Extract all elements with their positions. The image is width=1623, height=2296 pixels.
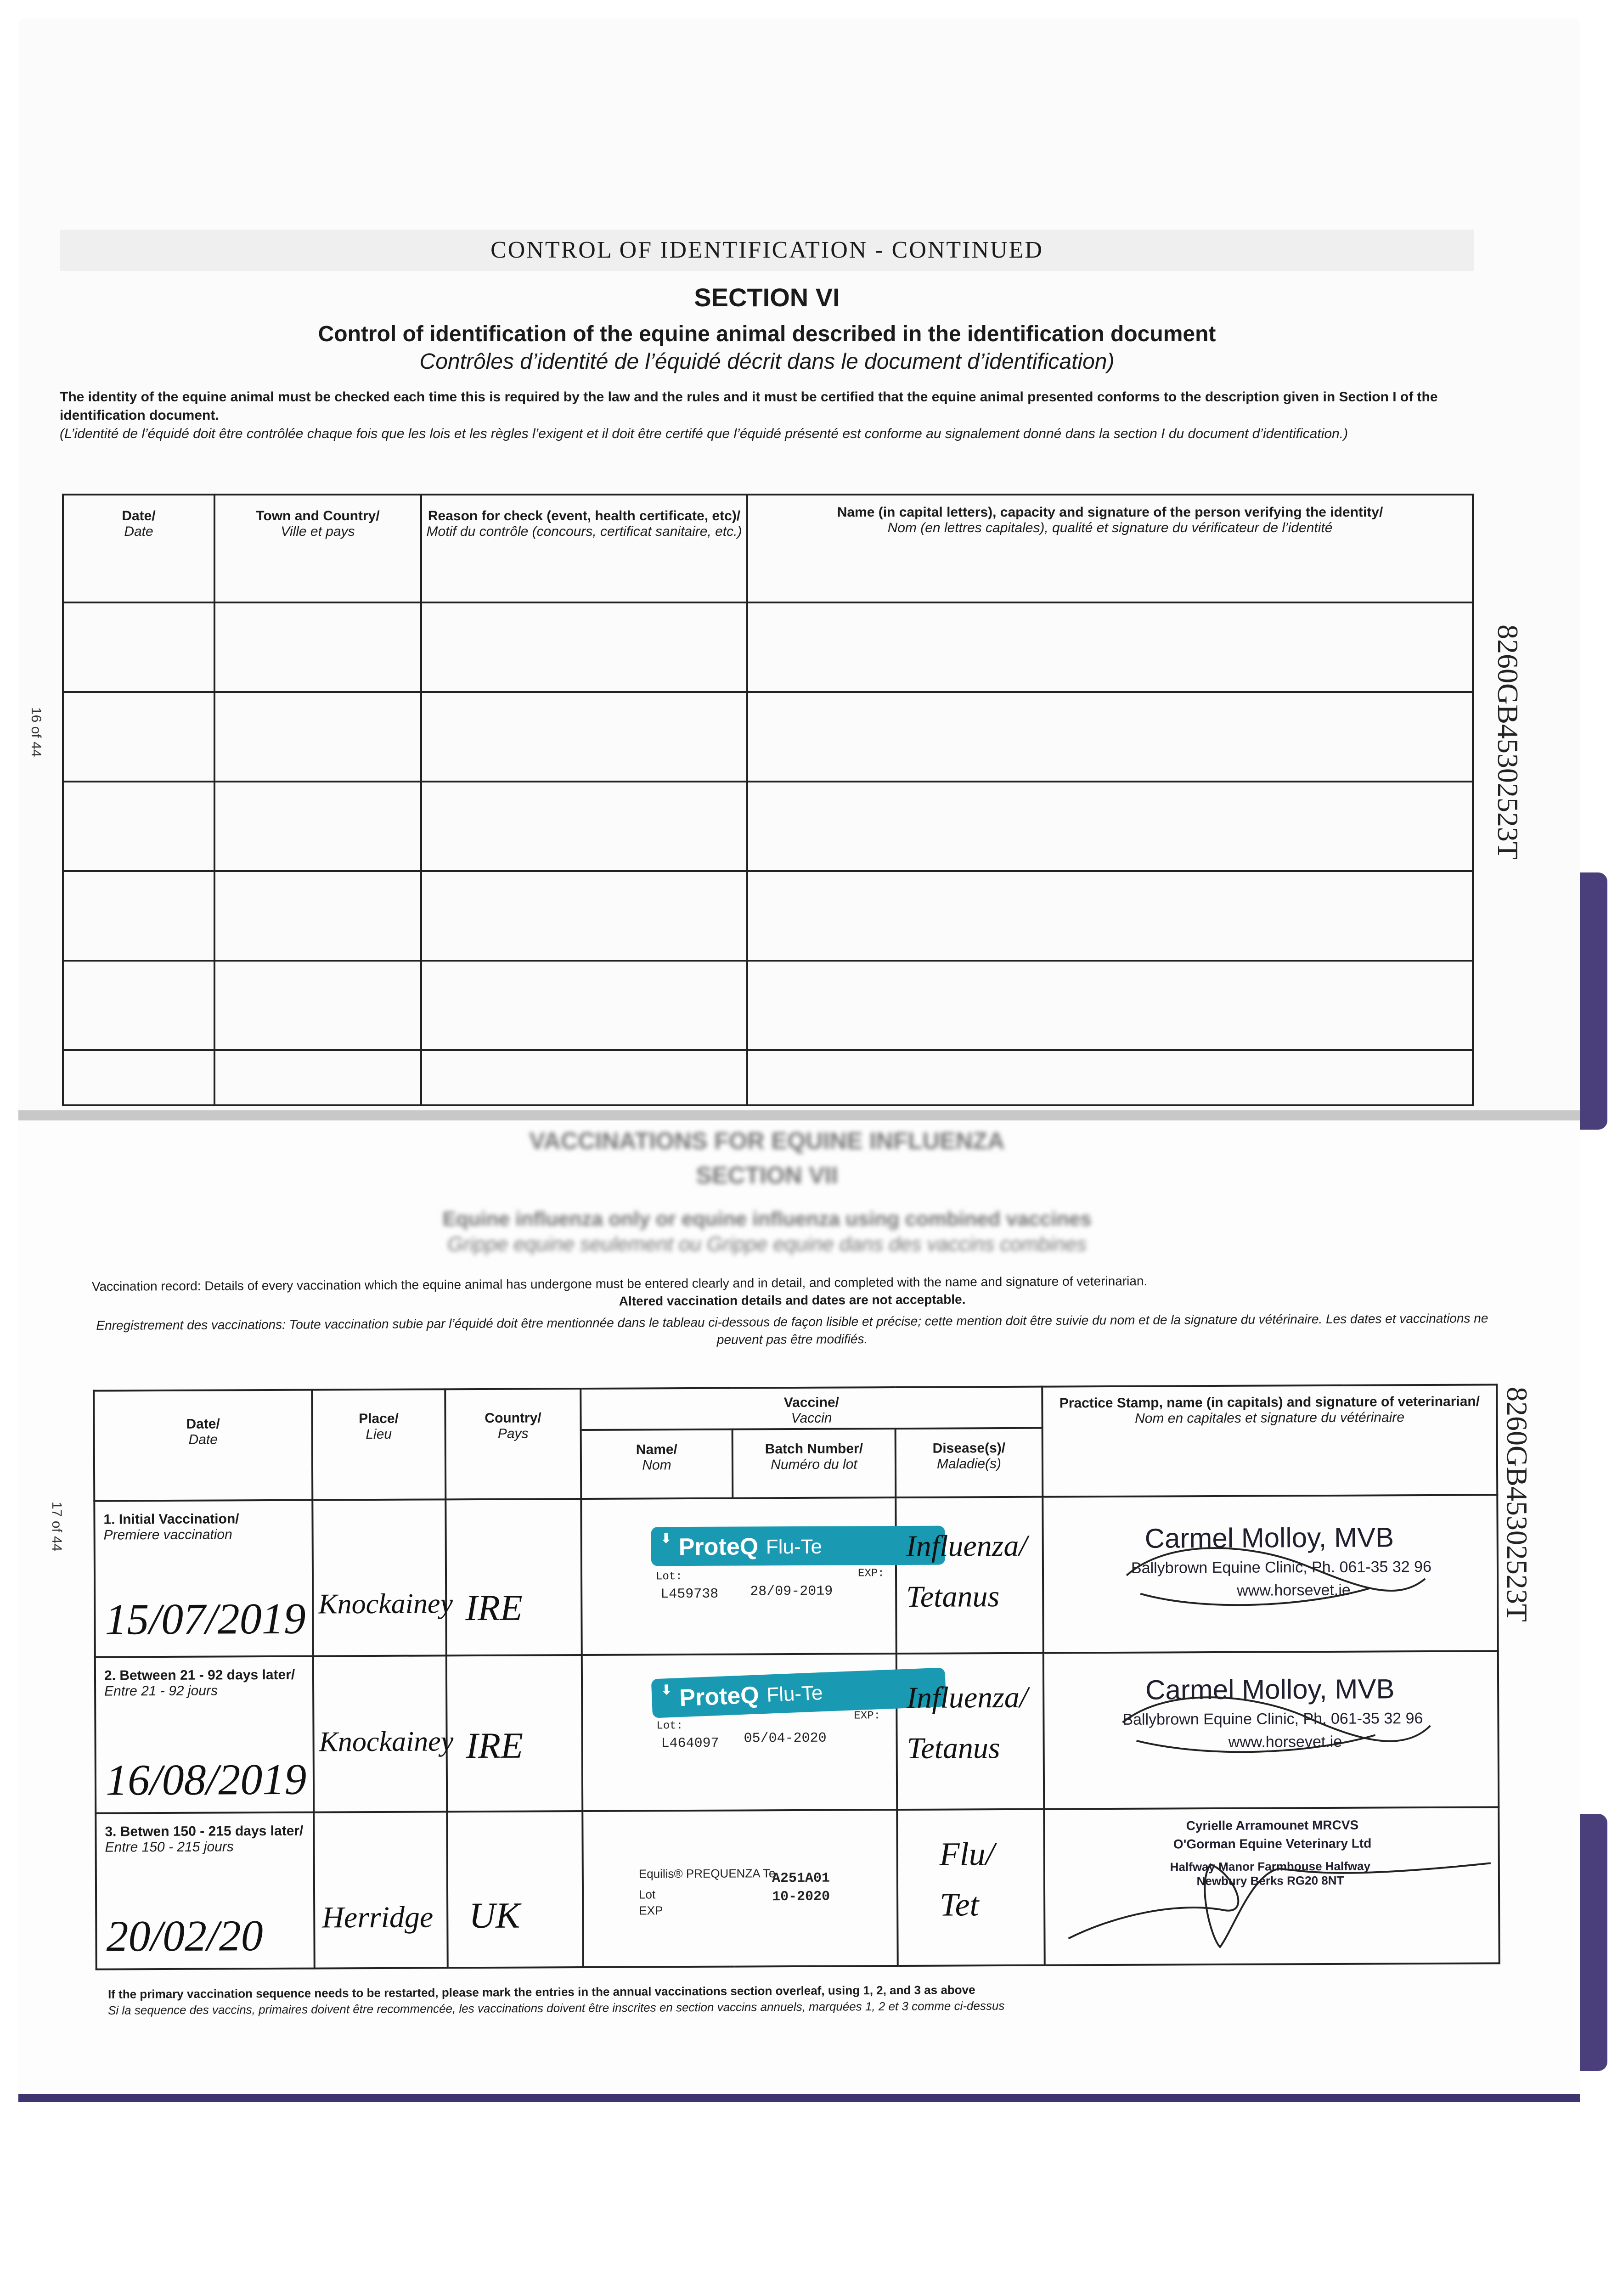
- cell[interactable]: [747, 871, 1473, 961]
- cover-edge: [1580, 872, 1607, 1130]
- vaccination-date: 15/07/2019: [105, 1593, 306, 1644]
- disease: Influenza/ Tetanus: [907, 1680, 1028, 1765]
- country-cell[interactable]: [446, 1655, 582, 1812]
- vaccination-country: IRE: [465, 1587, 523, 1629]
- vet-name: Carmel Molloy, MVB: [1145, 1673, 1395, 1705]
- vaccination-country: IRE: [466, 1725, 524, 1767]
- disease: Flu/ Tet: [939, 1835, 995, 1923]
- vet-name: Carmel Molloy, MVB: [1144, 1522, 1394, 1554]
- vaccine-sticker-cell: [582, 1810, 897, 1967]
- country-cell[interactable]: [447, 1811, 583, 1968]
- vet-cell[interactable]: [1043, 1495, 1498, 1653]
- cell[interactable]: [214, 602, 421, 692]
- row-label-fr: Entre 150 - 215 jours: [105, 1839, 234, 1855]
- lot-label: Lot: [638, 1887, 656, 1902]
- col-place: Place/ Lieu: [312, 1389, 445, 1500]
- cell[interactable]: [421, 692, 747, 782]
- table-row: [63, 692, 1473, 782]
- cell[interactable]: [63, 871, 214, 961]
- cell[interactable]: [63, 692, 214, 782]
- col-batch: Batch Number/ Numéro du lot: [733, 1429, 896, 1498]
- cell[interactable]: [63, 1050, 214, 1105]
- vaccine-sticker-cell: [582, 1654, 897, 1811]
- vet-clinic: Ballybrown Equine Clinic, Ph. 061-35 32 96: [1122, 1710, 1423, 1728]
- vaccination-date: 20/02/20: [106, 1911, 264, 1961]
- vet-address: Halfway Manor Farmhouse Halfway Newbury Berks RG20 8NT: [1170, 1859, 1371, 1888]
- row-label: 3. Betwen 150 - 215 days later/: [105, 1823, 304, 1840]
- cell[interactable]: [214, 1050, 421, 1105]
- section-heading-fr: Contrôles d’identité de l’équidé décrit dans le document d’identification): [419, 349, 1115, 374]
- place-cell[interactable]: [314, 1812, 447, 1968]
- expiry-date: 05/04-2020: [744, 1730, 827, 1747]
- cell[interactable]: [747, 692, 1473, 782]
- disease: Influenza/ Tetanus: [906, 1529, 1027, 1614]
- cell[interactable]: [747, 782, 1473, 871]
- row-date-cell[interactable]: [96, 1812, 314, 1970]
- identity-check-table: [62, 494, 1474, 1106]
- col-disease: Disease(s)/ Maladie(s): [896, 1428, 1043, 1497]
- vaccine-brand: ProteQ: [678, 1533, 759, 1561]
- cell[interactable]: [421, 782, 747, 871]
- cover-bottom-edge: [18, 2094, 1580, 2102]
- banner-title: CONTROL OF IDENTIFICATION - CONTINUED: [490, 237, 1043, 263]
- cell[interactable]: [63, 961, 214, 1050]
- vacc-banner: VACCINATIONS FOR EQUINE INFLUENZA: [529, 1128, 1005, 1154]
- vacc-heading-fr: Grippe equine seulement ou Grippe equine dans des vaccins combines: [447, 1233, 1087, 1255]
- cell[interactable]: [214, 692, 421, 782]
- disease-cell[interactable]: [897, 1809, 1044, 1966]
- row-label: 2. Between 21 - 92 days later/: [104, 1667, 295, 1683]
- lot-label: Lot:: [656, 1720, 683, 1733]
- vaccine-sticker-cell: [581, 1497, 896, 1655]
- vaccination-row: [96, 1807, 1499, 1969]
- vacc-record-fr: Enregistrement des vaccinations: Toute vaccination subie par l’équidé doit être mentionnée dans le tableau ci-dessous de façon lisible et précise; cette mention doit être suivie du nom et de la signature du vétérinaire. Les dates et vaccinations ne peuvent pas être modifiés.: [96, 1311, 1488, 1347]
- place-cell[interactable]: [312, 1499, 453, 1656]
- exp-label: EXP:: [854, 1710, 881, 1722]
- vacc-section: SECTION VII: [696, 1162, 838, 1189]
- row-label-fr: Premiere vaccination: [103, 1527, 232, 1543]
- cell[interactable]: [63, 782, 214, 871]
- vet-signature: [1059, 1845, 1500, 1957]
- col-verifier: Name (in capital letters), capacity and signature of the person verifying the identity/ Nom (en lettres capitales), qualité et signature du vérificateur de l’identité: [747, 495, 1473, 602]
- vaccination-place: Knockainey: [318, 1588, 453, 1620]
- lot-number: L459738: [660, 1586, 719, 1603]
- section-title: SECTION VI: [694, 283, 840, 312]
- lot-number: L464097: [661, 1735, 719, 1752]
- cell[interactable]: [214, 871, 421, 961]
- table-row: [63, 602, 1473, 692]
- document-number: 8260GB45302523T: [1501, 1387, 1533, 1622]
- vaccination-date: 16/08/2019: [105, 1754, 307, 1805]
- cell[interactable]: [421, 1050, 747, 1105]
- lot-label: Lot:: [655, 1570, 682, 1583]
- table-row: [63, 782, 1473, 871]
- col-country: Country/ Pays: [445, 1389, 581, 1499]
- footer-note-en: If the primary vaccination sequence needs to be restarted, please mark the entries in the annual vaccinations section overleaf, using 1, 2, and 3 as above: [107, 1982, 975, 2001]
- col-vet: Practice Stamp, name (in capitals) and signature of veterinarian/ Nom en capitales et signature du vétérinaire: [1042, 1384, 1497, 1497]
- country-cell[interactable]: [445, 1499, 581, 1655]
- col-vaccine: Vaccine/ Vaccin: [580, 1387, 1042, 1430]
- vaccination-row: [94, 1495, 1498, 1657]
- vet-signature: [1109, 1675, 1440, 1764]
- vaccine-product: Flu-Te: [766, 1681, 823, 1706]
- vaccination-country: UK: [469, 1895, 520, 1936]
- table-row: [63, 871, 1473, 961]
- vaccine-brand: ProteQ: [679, 1682, 760, 1712]
- cell[interactable]: [747, 1050, 1473, 1105]
- cell[interactable]: [747, 602, 1473, 692]
- cell[interactable]: [214, 782, 421, 871]
- cell[interactable]: [421, 602, 747, 692]
- disease-cell[interactable]: [896, 1653, 1044, 1810]
- cell[interactable]: [421, 961, 747, 1050]
- col-date: Date/ Date: [63, 495, 214, 602]
- drop-icon: ⬇: [660, 1531, 672, 1547]
- intro-fr: (L’identité de l’équidé doit être contrôlée chaque fois que les lois et les règles l’exigent et il doit être certifé que l’équidé présenté est conforme au signalement donné dans la section I du document d’identification.): [60, 426, 1348, 441]
- col-reason: Reason for check (event, health certificate, etc)/ Motif du contrôle (concours, certificat sanitaire, etc.): [421, 495, 747, 602]
- place-cell[interactable]: [313, 1655, 454, 1812]
- col-date: Date/ Date: [94, 1390, 312, 1501]
- vaccine-product: Flu-Te: [766, 1535, 823, 1559]
- drop-icon: ⬇: [660, 1682, 673, 1698]
- vaccination-place: Herridge: [322, 1900, 434, 1935]
- vacc-record-en: Vaccination record: Details of every vaccination which the equine animal has undergone must be entered clearly and in detail, and completed with the name and signature of veterinarian. Altered vaccination details and dates are not acceptable.: [91, 1273, 1148, 1308]
- vet-website: www.horsevet.ie: [1237, 1581, 1351, 1599]
- vet-website: www.horsevet.ie: [1228, 1733, 1342, 1751]
- col-town-country: Town and Country/ Ville et pays: [214, 495, 421, 602]
- cell[interactable]: [747, 961, 1473, 1050]
- vaccination-place: Knockainey: [319, 1726, 454, 1758]
- exp-label: EXP: [639, 1903, 663, 1918]
- vaccine-brand: Equilis® PREQUENZA Te: [638, 1866, 776, 1881]
- exp-label: EXP:: [857, 1567, 885, 1580]
- lot-number: A251A01: [772, 1870, 830, 1887]
- row-date-cell[interactable]: [95, 1656, 314, 1813]
- vaccination-table: [93, 1384, 1500, 1970]
- table-row: [63, 1050, 1473, 1105]
- page-number: 16 of 44: [28, 707, 44, 757]
- vet-clinic: Ballybrown Equine Clinic, Ph. 061-35 32 96: [1131, 1558, 1432, 1577]
- cell[interactable]: [421, 871, 747, 961]
- intro-en: The identity of the equine animal must be checked each time this is required by the law and the rules and it must be certified that the equine animal presented conforms to the description given in Section I of the identification document.: [60, 389, 1438, 423]
- vet-cell[interactable]: [1043, 1651, 1499, 1809]
- table-row: [63, 961, 1473, 1050]
- cell[interactable]: [63, 602, 214, 692]
- section-heading-en: Control of identification of the equine animal described in the identification document: [318, 322, 1216, 346]
- expiry-date: 10-2020: [772, 1889, 830, 1905]
- expiry-date: 28/09-2019: [750, 1583, 833, 1600]
- row-label: 1. Initial Vaccination/: [103, 1511, 239, 1527]
- vet-signature: [1113, 1524, 1435, 1612]
- footer-note-fr: Si la sequence des vaccins, primaires doivent être recommencée, les vaccinations doivent être inscrites en section vaccins annuels, marquées 1, 2 et 3 comme ci-dessus: [107, 1998, 1005, 2017]
- row-date-cell[interactable]: [94, 1500, 313, 1657]
- vacc-heading-en: Equine influenza only or equine influenza using combined vaccines: [442, 1208, 1092, 1230]
- vaccination-row: [95, 1651, 1499, 1813]
- row-label-fr: Entre 21 - 92 jours: [104, 1683, 218, 1699]
- document-number: 8260GB45302523T: [1492, 625, 1524, 860]
- vet-name: Cyrielle Arramounet MRCVS: [1186, 1818, 1359, 1833]
- disease-cell[interactable]: [896, 1497, 1043, 1654]
- page-number: 17 of 44: [49, 1502, 64, 1552]
- vet-cell[interactable]: [1044, 1807, 1499, 1965]
- col-vaccine-name: Name/ Nom: [581, 1429, 733, 1499]
- vet-clinic: O'Gorman Equine Veterinary Ltd: [1173, 1836, 1372, 1851]
- cell[interactable]: [214, 961, 421, 1050]
